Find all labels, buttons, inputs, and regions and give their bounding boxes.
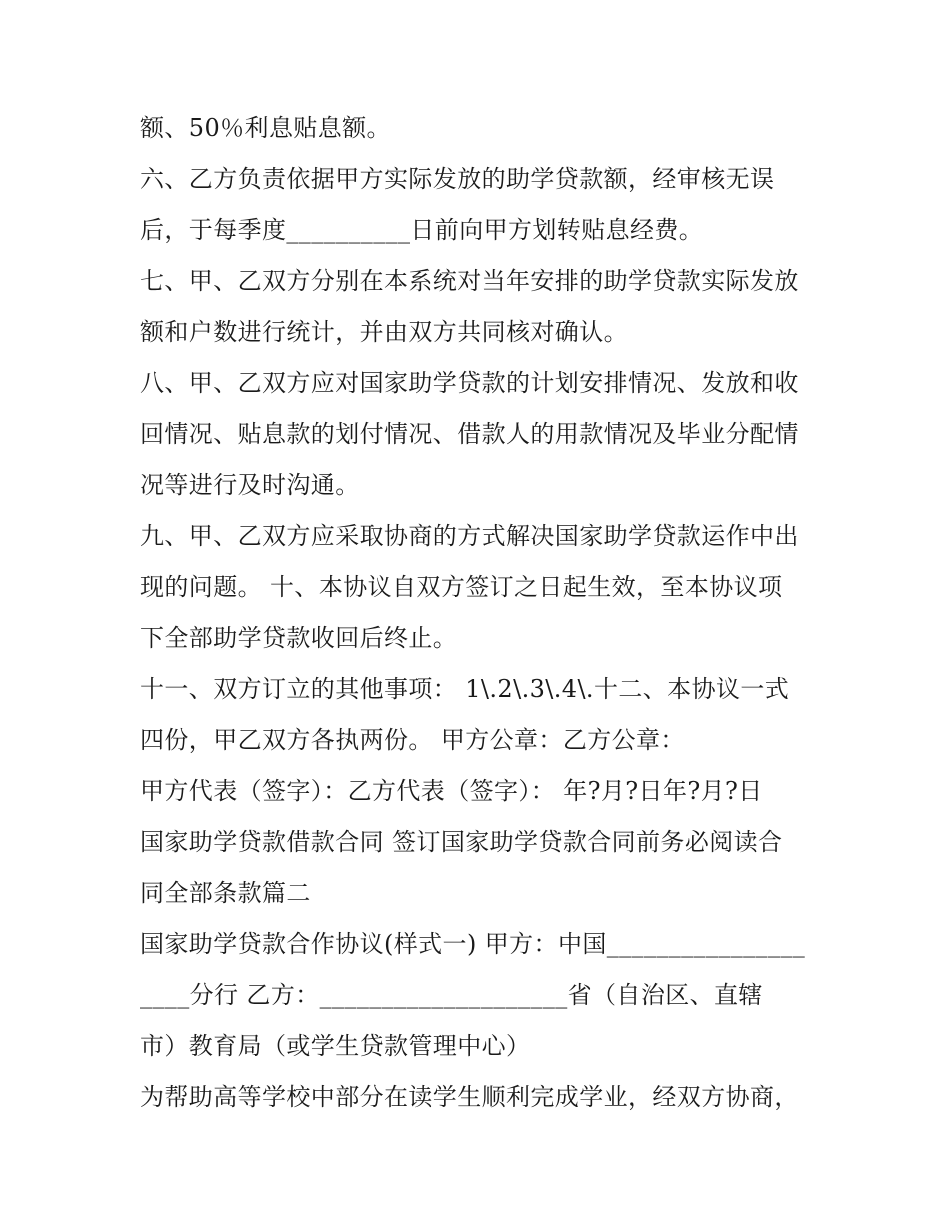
text-line: 四份，甲乙双方各执两份。 甲方公章：乙方公章： xyxy=(140,726,685,754)
text-line: 为帮助高等学校中部分在读学生顺利完成学业，经双方协商， xyxy=(140,1083,799,1111)
text-line: 现的问题。 十、本协议自双方签订之日起生效，至本协议项 xyxy=(140,573,783,601)
text-line: 市）教育局（或学生贷款管理中心） xyxy=(140,1032,531,1060)
text-line: ____分行 乙方：____________________省（自治区、直辖 xyxy=(140,981,763,1009)
text-line: 况等进行及时沟通。 xyxy=(140,471,360,499)
text-line: 同全部条款篇二 xyxy=(140,879,311,907)
text-line: 后，于每季度__________日前向甲方划转贴息经费。 xyxy=(140,216,704,244)
text-line: 九、甲、乙双方应采取协商的方式解决国家助学贷款运作中出 xyxy=(140,522,799,550)
text-line: 甲方代表（签字）：乙方代表（签字）： 年?月?日年?月?日 xyxy=(140,777,763,805)
text-line: 六、乙方负责依据甲方实际发放的助学贷款额，经审核无误 xyxy=(140,165,775,193)
text-line: 下全部助学贷款收回后终止。 xyxy=(140,624,458,652)
text-line: 国家助学贷款借款合同 签订国家助学贷款合同前务必阅读合 xyxy=(140,828,783,856)
text-line: 七、甲、乙双方分别在本系统对当年安排的助学贷款实际发放 xyxy=(140,267,799,295)
text-line: 回情况、贴息款的划付情况、借款人的用款情况及毕业分配情 xyxy=(140,420,799,448)
text-line: 国家助学贷款合作协议(样式一) 甲方：中国________________ xyxy=(140,930,806,958)
text-line: 额、50％利息贴息额。 xyxy=(140,114,391,142)
text-line: 额和户数进行统计，并由双方共同核对确认。 xyxy=(140,318,628,346)
text-line: 十一、双方订立的其他事项： 1\.2\.3\.4\.十二、本协议一式 xyxy=(140,675,790,703)
text-line: 八、甲、乙双方应对国家助学贷款的计划安排情况、发放和收 xyxy=(140,369,799,397)
